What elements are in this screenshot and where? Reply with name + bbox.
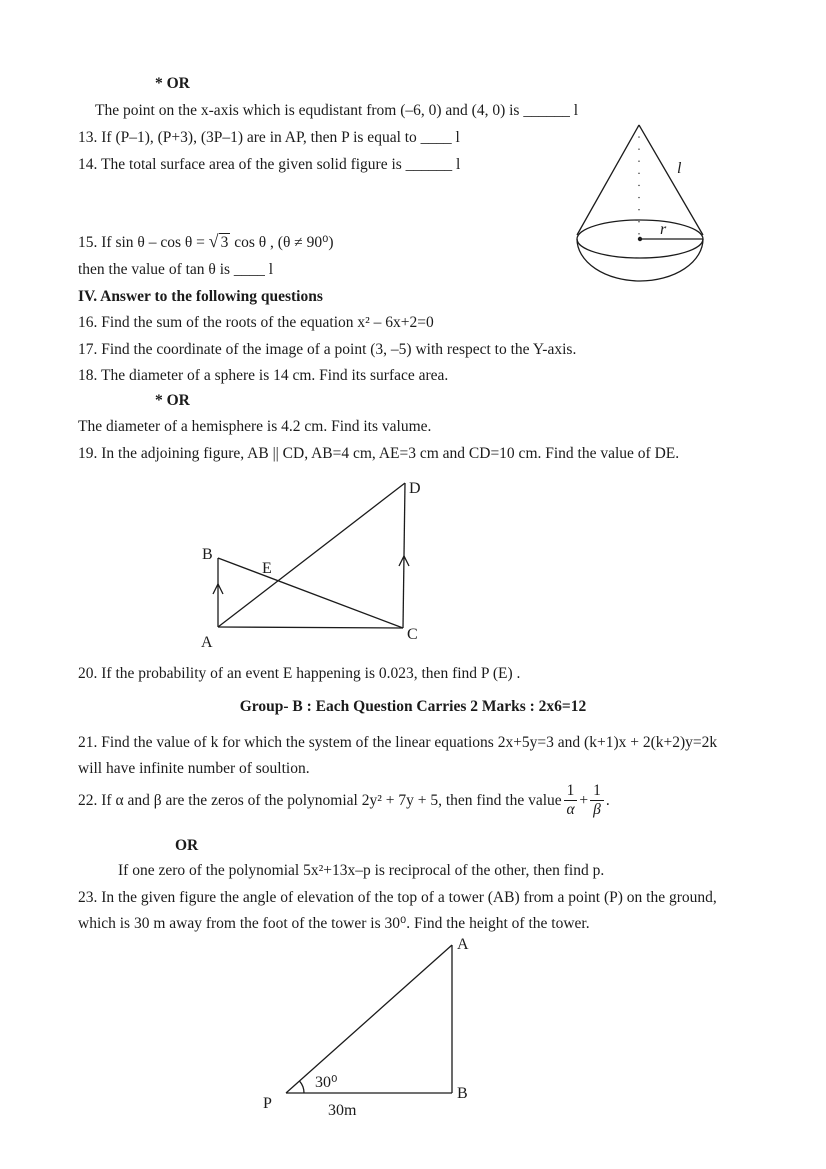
question-12-alt-text: The point on the x-axis which is equdistant from (–6, 0) and (4, 0) is ______ l bbox=[95, 102, 579, 119]
question-23-line2: which is 30 m away from the foot of the tower is 30⁰. Find the height of the tower. bbox=[78, 915, 590, 932]
question-22-text bbox=[78, 783, 610, 819]
angle-value-label: 30⁰ bbox=[315, 1074, 338, 1091]
radical-sign: √ bbox=[208, 231, 219, 251]
line-bc bbox=[218, 558, 403, 628]
vertex-a-label: A bbox=[201, 634, 213, 651]
question-15-line2: then the value of tan θ is ____ l bbox=[78, 261, 274, 278]
question-23-line1: 23. In the given figure the angle of elevation of the top of a tower (AB) from a point (P) on the ground, bbox=[78, 889, 717, 906]
point-p-label: P bbox=[263, 1095, 272, 1112]
radius-label: r bbox=[660, 221, 667, 238]
base-distance-label: 30m bbox=[328, 1102, 357, 1119]
vertex-b-label: B bbox=[202, 546, 213, 563]
point-e-label: E bbox=[262, 560, 272, 577]
q15-prefix: 15. If sin θ – cos θ = bbox=[78, 234, 209, 251]
q23-tower-triangle-figure bbox=[253, 928, 488, 1128]
section-iv-heading: IV. Answer to the following questions bbox=[78, 288, 323, 305]
question-17-text: 17. Find the coordinate of the image of a point (3, –5) with respect to the Y-axis. bbox=[78, 341, 577, 358]
point-b-label: B bbox=[457, 1085, 468, 1102]
or-heading-1: * OR bbox=[155, 75, 190, 92]
question-15-text bbox=[78, 230, 334, 252]
question-20-text: 20. If the probability of an event E happening is 0.023, then find P (E) . bbox=[78, 665, 521, 682]
question-14-text: 14. The total surface area of the given solid figure is ______ l bbox=[78, 156, 461, 173]
question-13-text: 13. If (P–1), (P+3), (3P–1) are in AP, then P is equal to ____ l bbox=[78, 129, 460, 146]
slant-height-label: l bbox=[677, 160, 682, 177]
group-b-heading: Group- B : Each Question Carries 2 Marks : 2x6=12 bbox=[239, 698, 587, 715]
sqrt-expression bbox=[209, 230, 231, 252]
question-18-text: 18. The diameter of a sphere is 14 cm. Find its surface area. bbox=[78, 367, 449, 384]
q15-suffix: cos θ , (θ ≠ 90⁰) bbox=[230, 234, 334, 251]
q22-prefix: 22. If α and β are the zeros of the polynomial 2y² + 7y + 5, then find the value bbox=[78, 792, 562, 810]
base-ac bbox=[218, 627, 403, 628]
question-21-line2: will have infinite number of soultion. bbox=[78, 760, 310, 777]
or-heading-2: * OR bbox=[155, 392, 190, 409]
diagonal-ad bbox=[218, 483, 405, 627]
point-a-label: A bbox=[457, 936, 469, 953]
angle-arc bbox=[300, 1081, 305, 1093]
question-22-alt-text: If one zero of the polynomial 5x²+13x–p is reciprocal of the other, then find p. bbox=[118, 862, 605, 879]
plus-sign: + bbox=[579, 792, 589, 810]
vertex-c-label: C bbox=[407, 626, 418, 643]
vertex-d-label: D bbox=[409, 480, 421, 497]
question-21-line1: 21. Find the value of k for which the system of the linear equations 2x+5y=3 and (k+1)x + 2(k+2)y=2k bbox=[78, 734, 718, 751]
q19-geometry-figure bbox=[188, 468, 438, 658]
question-19-text: 19. In the adjoining figure, AB || CD, AB=4 cm, AE=3 cm and CD=10 cm. Find the value of DE. bbox=[78, 445, 680, 462]
question-16-text: 16. Find the sum of the roots of the equation x² – 6x+2=0 bbox=[78, 314, 434, 331]
cone-hemisphere-figure bbox=[553, 113, 728, 288]
hypotenuse-pa bbox=[286, 945, 452, 1093]
cone-right-slant bbox=[639, 125, 703, 235]
fraction-one-over-alpha: $\frac{1}{\alpha}$ bbox=[564, 783, 578, 819]
hemisphere-lower-arc bbox=[577, 239, 703, 281]
center-dot bbox=[638, 237, 642, 241]
fraction-one-over-beta: $\frac{1}{\beta}$ bbox=[590, 783, 604, 819]
or-heading-3: OR bbox=[175, 837, 199, 854]
q22-period: . bbox=[605, 792, 610, 810]
cone-left-slant bbox=[577, 125, 639, 235]
radicand: 3 bbox=[220, 234, 229, 251]
question-18-alt-text: The diameter of a hemisphere is 4.2 cm. Find its valume. bbox=[78, 418, 432, 435]
